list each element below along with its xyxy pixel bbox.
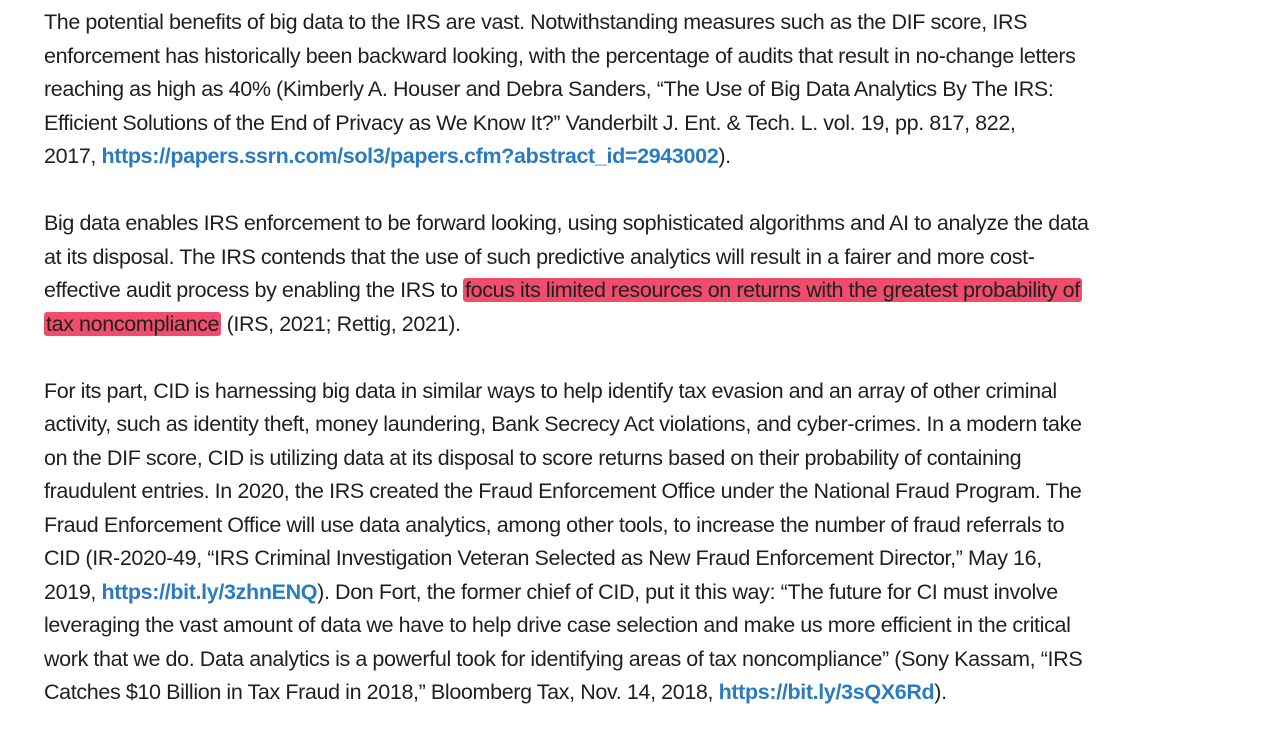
article-body (44, 6, 1184, 743)
paragraph-2-line-2: at its disposal. The IRS contends that the use of such predictive analytics will result in a fairer and more cost- (44, 244, 1035, 269)
paragraph-3-line-3: on the DIF score, CID is utilizing data at its disposal to score returns based on their probability of containing (44, 445, 1022, 470)
paragraph-3-line-7-post: ). Don Fort, the former chief of CID, put it this way: “The future for CI must involve (317, 579, 1058, 604)
paragraph-3-line-7 (44, 576, 1184, 610)
bitly-3zhnENQ-link[interactable]: https://bit.ly/3zhnENQ (101, 579, 318, 604)
paragraph-3-line-1: For its part, CID is harnessing big data in similar ways to help identify tax evasion and an array of other criminal (44, 378, 1057, 403)
paragraph-2-line-1: Big data enables IRS enforcement to be forward looking, using sophisticated algorithms and AI to analyze the data (44, 211, 1089, 235)
paragraph-3-line-5: Fraud Enforcement Office will use data analytics, among other tools, to increase the number of fraud referrals to (44, 512, 1065, 537)
ssrn-paper-link[interactable]: https://papers.ssrn.com/sol3/papers.cfm?abstract_id=2943002 (101, 144, 719, 168)
paragraph-2 (44, 207, 1184, 341)
paragraph-1 (44, 6, 1184, 174)
highlighted-text-continued: tax noncompliance (46, 311, 220, 336)
paragraph-2-line-3-text: effective audit process by enabling the IRS to (44, 278, 463, 302)
paragraph-3-line-10 (44, 676, 1184, 710)
bitly-3sQX6Rd-link[interactable]: https://bit.ly/3sQX6Rd (718, 680, 935, 704)
citation-year-text: 2017, (44, 144, 102, 168)
highlighted-text: focus its limited resources on returns with the greatest probability of (464, 278, 1080, 302)
paragraph-2-line-3 (44, 274, 1184, 308)
paragraph-1-line-1: The potential benefits of big data to the IRS are vast. Notwithstanding measures such as the DIF score, IRS (44, 10, 1028, 34)
paragraph-1-line-4: Efficient Solutions of the End of Privacy as We Know It?” Vanderbilt J. Ent. & Tech. L. vol. 19, pp. 817, 822, (44, 110, 1016, 135)
paragraph-3-line-10-post: ). (934, 680, 947, 704)
paragraph-3 (44, 375, 1184, 710)
paragraph-3-line-9: work that we do. Data analytics is a powerful took for identifying areas of tax noncompliance” (Sony Kassam, “IRS (44, 646, 1083, 671)
paragraph-1-line-2: enforcement has historically been backward looking, with the percentage of audits that result in no-change letters (44, 43, 1076, 68)
paragraph-3-line-2: activity, such as identity theft, money laundering, Bank Secrecy Act violations, and cyber-crimes. In a modern take (44, 412, 1082, 436)
paragraph-1-line-3: reaching as high as 40% (Kimberly A. Houser and Debra Sanders, “The Use of Big Data Analytics By The IRS: (44, 77, 1054, 101)
paragraph-3-line-10-pre: Catches $10 Billion in Tax Fraud in 2018,” Bloomberg Tax, Nov. 14, 2018, (44, 680, 719, 704)
paragraph-2-line-4 (44, 308, 1184, 342)
paragraph-3-line-4: fraudulent entries. In 2020, the IRS created the Fraud Enforcement Office under the National Fraud Program. The (44, 479, 1082, 503)
paragraph-2-line-4-text: (IRS, 2021; Rettig, 2021). (221, 311, 461, 336)
paragraph-3-line-8: leveraging the vast amount of data we have to help drive case selection and make us more efficient in the critical (44, 613, 1071, 637)
citation-close-text: ). (718, 144, 731, 168)
paragraph-3-line-7-pre: 2019, (44, 579, 102, 604)
paragraph-3-line-6: CID (IR-2020-49, “IRS Criminal Investigation Veteran Selected as New Fraud Enforcement Director,” May 16, (44, 546, 1042, 570)
paragraph-1-line-5 (44, 140, 1184, 174)
